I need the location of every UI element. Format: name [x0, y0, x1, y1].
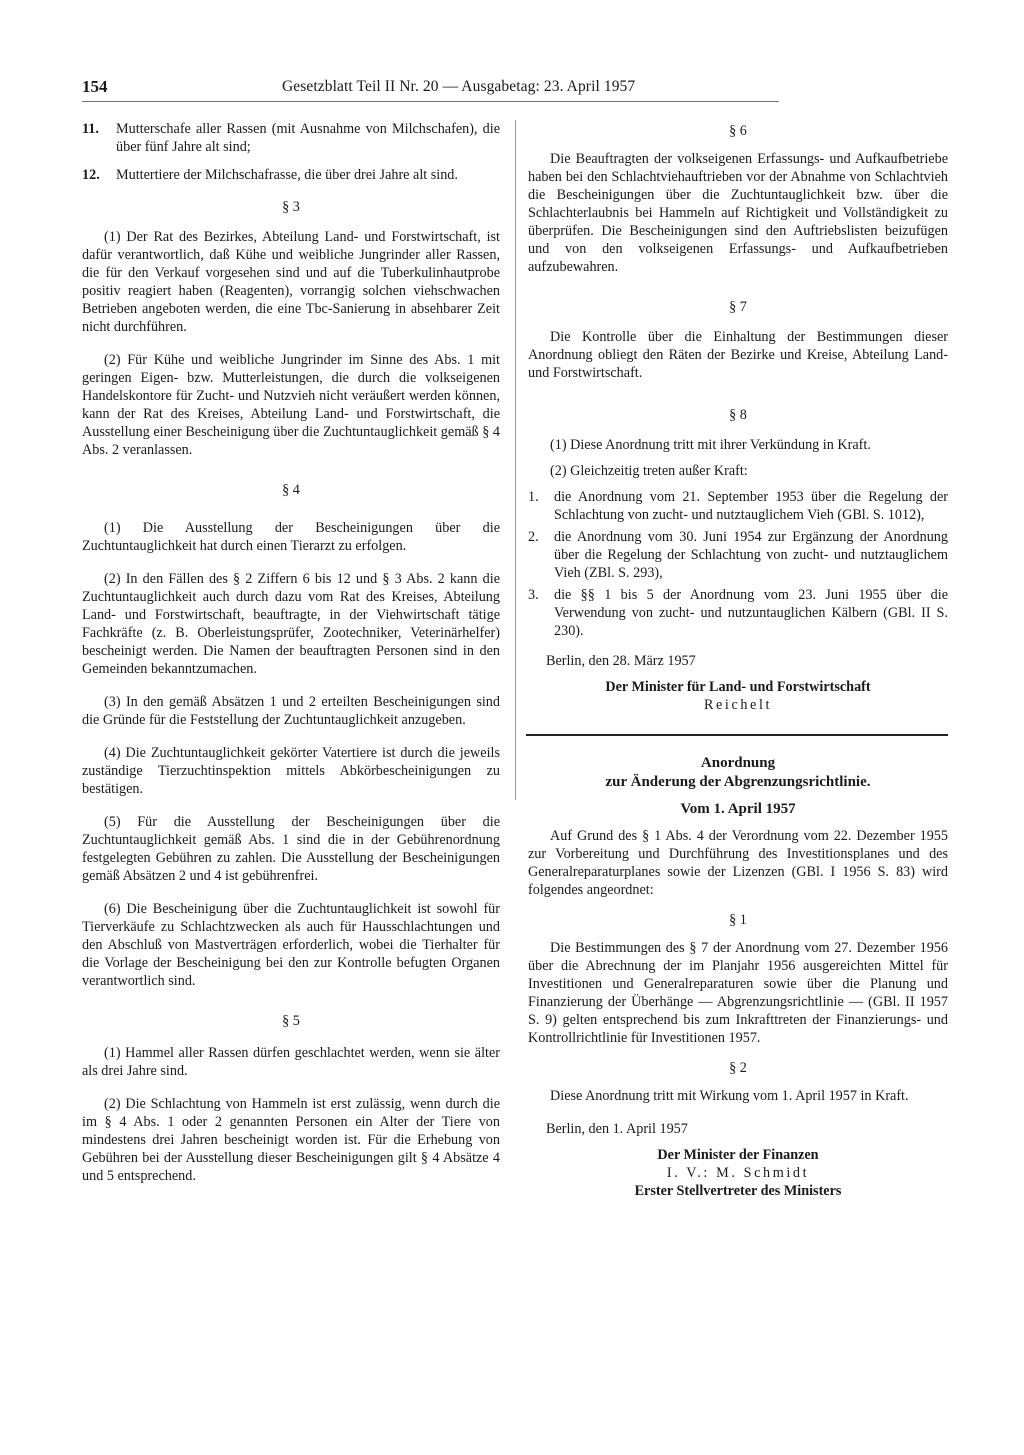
paragraph: (1) Diese Anordnung tritt mit ihrer Verkündung in Kraft.	[550, 437, 871, 453]
section-heading: § 2	[729, 1060, 747, 1076]
paragraph: (3) In den gemäß Absätzen 1 und 2 erteilten Bescheinigungen sind die Gründe für die Feststellung der Zuchtuntauglichkeit anzugeben.	[82, 694, 500, 728]
page-header	[82, 77, 782, 99]
paragraph: (6) Die Bescheinigung über die Zuchtuntauglichkeit ist sowohl für Tierverkäufe zu Schlachtzwecken als auch für Hausschlachtungen und den Abschluß von Mastverträgen erforderlich, wobei die Tierhalter für die Vorlage der Bescheinigung bei den zur Kontrolle befugten Organen verantwortlich sind.	[82, 901, 500, 989]
list-item	[528, 488, 948, 524]
list-text: die Anordnung vom 21. September 1953 über die Regelung der Schlachtung von zucht- und nutztauglichem Vieh (GBl. S. 1012),	[554, 489, 948, 523]
paragraph: (2) Für Kühe und weibliche Jungrinder im Sinne des Abs. 1 mit geringen Eigen- bzw. Mutterleistungen, die durch die volkseigenen Handelskontore für Zucht- und Nutzvieh nicht veräußert werden können, kann der Rat des Kreises, Abteilung Land- und Forstwirtschaft, die Ausstellung einer Bescheinigung über die Zuchtuntauglichkeit gemäß § 4 Abs. 2 veranlassen.	[82, 352, 500, 458]
section-heading: § 8	[729, 407, 747, 423]
list-item	[82, 166, 500, 184]
list-number: 2.	[528, 529, 539, 545]
paragraph: Die Beauftragten der volkseigenen Erfassungs- und Aufkaufbetriebe haben bei den Schlachtviehauftrieben vor der Abnahme von Schlachtvieh die Bescheinigungen über die Zuchtuntauglichkeit bzw. über die Schlachterlaubnis bei Hammeln auf Richtigkeit und Vollständigkeit zu überprüfen. Die Bescheinigungen sind den Auftriebslisten beizufügen und von den volkseigenen Erfassungs- und Aufkaufbetrieben aufzubewahren.	[528, 151, 948, 275]
header-title: Gesetzblatt Teil II Nr. 20 — Ausgabetag: 23. April 1957	[282, 78, 636, 95]
list-text: Mutterschafe aller Rassen (mit Ausnahme von Milchschafen), die über fünf Jahre alt sind;	[116, 121, 500, 155]
section-heading: § 4	[282, 482, 300, 498]
section-rule	[526, 734, 948, 736]
place-date: Berlin, den 1. April 1957	[546, 1121, 688, 1137]
signature-title: Der Minister für Land- und Forstwirtschaft	[605, 679, 871, 695]
paragraph: (5) Für die Ausstellung der Bescheinigungen über die Zuchtuntauglichkeit gemäß Abs. 1 sind die in der Gebührenordnung festgelegten Gebühren zu zahlen. Die Ausstellung der Bescheinigungen gemäß Absätzen 2 und 4 ist gebührenfrei.	[82, 814, 500, 884]
paragraph: (1) Der Rat des Bezirkes, Abteilung Land- und Forstwirtschaft, ist dafür verantwortlich, daß Kühe und weibliche Jungrinder aller Rassen, die für den Verkauf vorgesehen sind und auf die Tuberkulinhautprobe positiv reagiert haben (Reagenten), vorrangig solchen viehschwachen Betrieben angeboten werden, die eine Tbc-Sanierung in absehbarer Zeit nicht durchführen.	[82, 229, 500, 335]
list-item	[528, 586, 948, 640]
signature-name: I. V.: M. Schmidt	[666, 1165, 810, 1181]
page-number: 154	[82, 77, 108, 96]
paragraph: (1) Hammel aller Rassen dürfen geschlachtet werden, wenn sie älter als drei Jahre sind.	[82, 1045, 500, 1079]
signature-title: Der Minister der Finanzen	[657, 1147, 819, 1163]
list-number: 11.	[82, 121, 99, 137]
list-item	[528, 528, 948, 582]
section-heading: § 3	[282, 199, 300, 215]
signature-role: Erster Stellvertreter des Ministers	[634, 1183, 842, 1199]
ordinance-title: Anordnung	[700, 755, 776, 771]
list-number: 12.	[82, 167, 100, 183]
section-heading: § 6	[729, 123, 747, 139]
paragraph: Die Bestimmungen des § 7 der Anordnung vom 27. Dezember 1956 über die Abrechnung der im Planjahr 1956 ausgereichten Mittel für Investitionen und Generalreparaturen sowie über die Planung und Finanzierung der Überhänge — Abgrenzungsrichtlinie — (GBl. II 1957 S. 9) gelten entsprechend bis zum Inkrafttreten der Finanzierungs- und Kontrollrichtlinie für Investitionen 1957.	[528, 940, 948, 1046]
place-date: Berlin, den 28. März 1957	[546, 653, 696, 669]
paragraph: Auf Grund des § 1 Abs. 4 der Verordnung vom 22. Dezember 1955 zur Vorbereitung und Durchführung des Investitionsplanes und des Generalreparaturplanes sowie der Lizenzen (GBl. I 1956 S. 83) wird folgendes angeordnet:	[528, 828, 948, 898]
section-heading: § 7	[729, 299, 747, 315]
list-number: 1.	[528, 489, 539, 505]
right-column	[528, 120, 948, 1200]
left-column	[82, 120, 500, 1185]
paragraph: (4) Die Zuchtuntauglichkeit gekörter Vatertiere ist durch die jeweils zuständige Tierzuchtinspektion mittels Abkörbescheinigungen zu bestätigen.	[82, 745, 500, 797]
column-divider	[515, 120, 516, 800]
section-heading: § 5	[282, 1013, 300, 1029]
header-rule	[82, 101, 779, 102]
list-item	[82, 120, 500, 156]
paragraph: (2) Die Schlachtung von Hammeln ist erst zulässig, wenn durch die im § 4 Abs. 1 oder 2 genannten Personen ein Alter der Tiere von mindestens drei Jahren bescheinigt worden ist. Für die Erhebung von Gebühren bei der Ausstellung dieser Bescheinigungen gilt § 4 Absätze 4 und 5 entsprechend.	[82, 1096, 500, 1184]
paragraph: Diese Anordnung tritt mit Wirkung vom 1. April 1957 in Kraft.	[550, 1088, 909, 1104]
ordinance-subtitle: zur Änderung der Abgrenzungsrichtlinie.	[605, 774, 871, 790]
paragraph: (1) Die Ausstellung der Bescheinigungen über die Zuchtuntauglichkeit hat durch einen Tierarzt zu erfolgen.	[82, 520, 500, 554]
list-number: 3.	[528, 587, 539, 603]
ordinance-date: Vom 1. April 1957	[680, 801, 796, 817]
paragraph: (2) In den Fällen des § 2 Ziffern 6 bis 12 und § 3 Abs. 2 kann die Zuchtuntauglichkeit auch durch dazu vom Rat des Kreises, Abteilung Land- und Forstwirtschaft, beauftragte, in der Viehwirtschaft tätige Fachkräfte (z. B. Oberleistungsprüfer, Zootechniker, Veterinärhelfer) bescheinigt werden. Die Namen der beauftragten Personen sind in den Gemeinden bekanntzumachen.	[82, 571, 500, 677]
list-text: Muttertiere der Milchschafrasse, die über drei Jahre alt sind.	[116, 167, 458, 183]
paragraph: Die Kontrolle über die Einhaltung der Bestimmungen dieser Anordnung obliegt den Räten der Bezirke und Kreise, Abteilung Land- und Forstwirtschaft.	[528, 329, 948, 381]
list-text: die §§ 1 bis 5 der Anordnung vom 23. Juni 1955 über die Verwendung von zucht- und nutzuntauglichen Kälbern (GBl. II S. 230).	[554, 587, 948, 639]
list-text: die Anordnung vom 30. Juni 1954 zur Ergänzung der Anordnung über die Regelung der Schlachtung von zucht- und nutztauglichem Vieh (ZBl. S. 293),	[554, 529, 948, 581]
signature-name: Reichelt	[703, 697, 773, 713]
section-heading: § 1	[729, 912, 747, 928]
paragraph: (2) Gleichzeitig treten außer Kraft:	[550, 463, 748, 479]
